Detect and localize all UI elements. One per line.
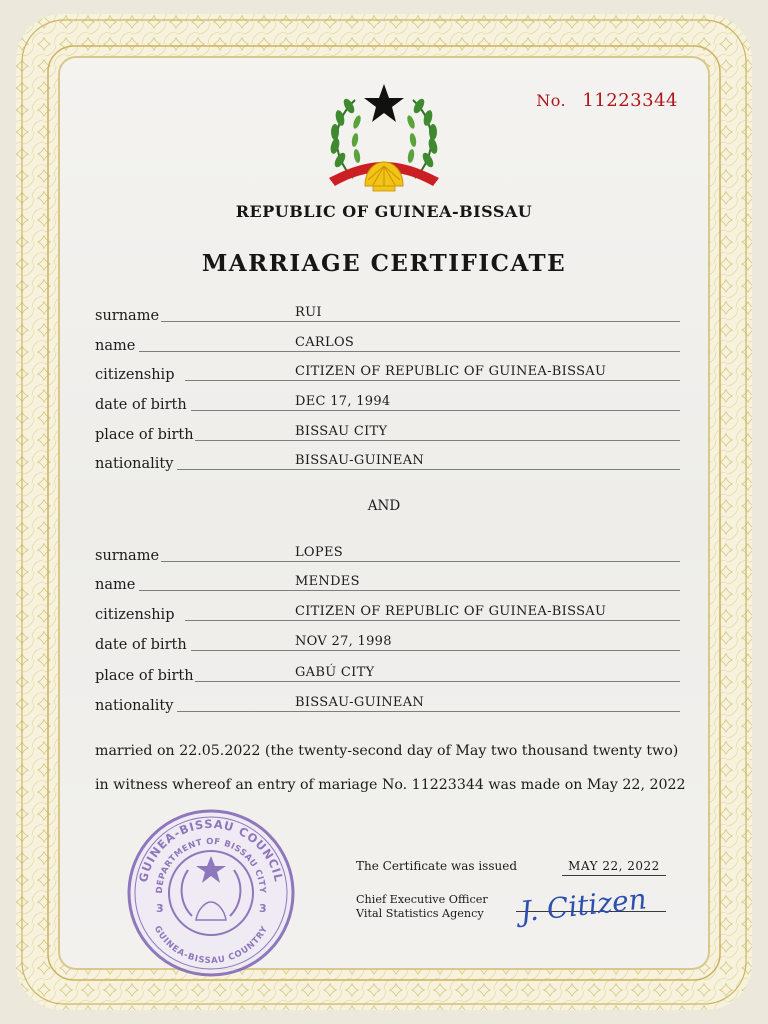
field-line [195, 681, 680, 682]
spouse1-dob-value: DEC 17, 1994 [295, 394, 391, 409]
spouse1-name-value: CARLOS [295, 335, 355, 350]
certificate-number [536, 90, 678, 111]
seal-inner-text: DEPARTMENT OF BISSAU CITY [154, 836, 268, 894]
signature [512, 876, 672, 932]
field-line [191, 650, 680, 651]
place-of-birth-label: place of birth [95, 668, 194, 684]
spouse2-dob-value: NOV 27, 1998 [295, 634, 392, 649]
issued-date: MAY 22, 2022 [568, 859, 660, 873]
name-label: name [95, 338, 136, 354]
spouse2-citizenship-row [95, 599, 680, 623]
nationality-label: nationality [95, 456, 174, 472]
seal-outer-text: GUINEA-BISSAU COUNCIL [135, 816, 287, 884]
citizenship-label: citizenship [95, 607, 175, 623]
spouse1-surname-row [95, 300, 680, 324]
spouse1-name-row [95, 330, 680, 354]
certificate-number-label: No. [536, 91, 567, 110]
surname-label: surname [95, 548, 160, 564]
country-heading: REPUBLIC OF GUINEA-BISSAU [235, 202, 533, 221]
coat-of-arms-emblem [323, 82, 445, 194]
signature-text: J. Citizen [518, 882, 649, 929]
spouse2-nationality-row [95, 690, 680, 714]
spouse1-pob-value: BISSAU CITY [295, 424, 388, 439]
field-line [177, 469, 680, 470]
married-on-statement: married on 22.05.2022 (the twenty-second day of May two thousand twenty two) [95, 743, 679, 759]
witness-statement: in witness whereof an entry of mariage No. 11223344 was made on May 22, 2022 [95, 777, 686, 793]
field-line [185, 380, 680, 381]
field-line [177, 711, 680, 712]
spouse2-citizenship-value: CITIZEN OF REPUBLIC OF GUINEA-BISSAU [295, 604, 607, 619]
conjunction-and: AND [367, 498, 401, 514]
seal-bottom-text: GUINEA-BISSAU COUNTRY [151, 924, 271, 967]
date-of-birth-label: date of birth [95, 397, 187, 413]
spouse2-pob-value: GABÚ CITY [295, 665, 375, 680]
officer-title-line1: Chief Executive Officer [356, 893, 488, 906]
field-line [161, 561, 680, 562]
officer-title [356, 893, 488, 921]
field-line [191, 410, 680, 411]
citizenship-label: citizenship [95, 367, 175, 383]
spouse2-name-value: MENDES [295, 574, 360, 589]
spouse2-pob-row [95, 660, 680, 684]
field-line [161, 321, 680, 322]
field-line [185, 620, 680, 621]
spouse2-dob-row [95, 629, 680, 653]
field-line [139, 351, 680, 352]
seal-right-number: 3 [259, 902, 267, 915]
spouse1-surname-value: RUI [295, 305, 322, 320]
officer-title-line2: Vital Statistics Agency [356, 907, 484, 920]
certificate-number-value: 11223344 [582, 90, 678, 111]
place-of-birth-label: place of birth [95, 427, 194, 443]
certificate-title: MARRIAGE CERTIFICATE [201, 250, 567, 277]
nationality-label: nationality [95, 698, 174, 714]
spouse1-pob-row [95, 419, 680, 443]
spouse2-nationality-value: BISSAU-GUINEAN [295, 695, 425, 710]
spouse1-citizenship-value: CITIZEN OF REPUBLIC OF GUINEA-BISSAU [295, 364, 607, 379]
spouse1-nationality-row [95, 448, 680, 472]
spouse2-name-row [95, 569, 680, 593]
field-line [195, 440, 680, 441]
surname-label: surname [95, 308, 160, 324]
spouse2-surname-row [95, 540, 680, 564]
issued-label: The Certificate was issued [356, 859, 518, 873]
spouse1-nationality-value: BISSAU-GUINEAN [295, 453, 425, 468]
name-label: name [95, 577, 136, 593]
spouse1-dob-row [95, 389, 680, 413]
seal-left-number: 3 [156, 902, 164, 915]
field-line [139, 590, 680, 591]
spouse1-citizenship-row [95, 359, 680, 383]
official-seal [126, 808, 296, 978]
date-of-birth-label: date of birth [95, 637, 187, 653]
spouse2-surname-value: LOPES [295, 545, 343, 560]
